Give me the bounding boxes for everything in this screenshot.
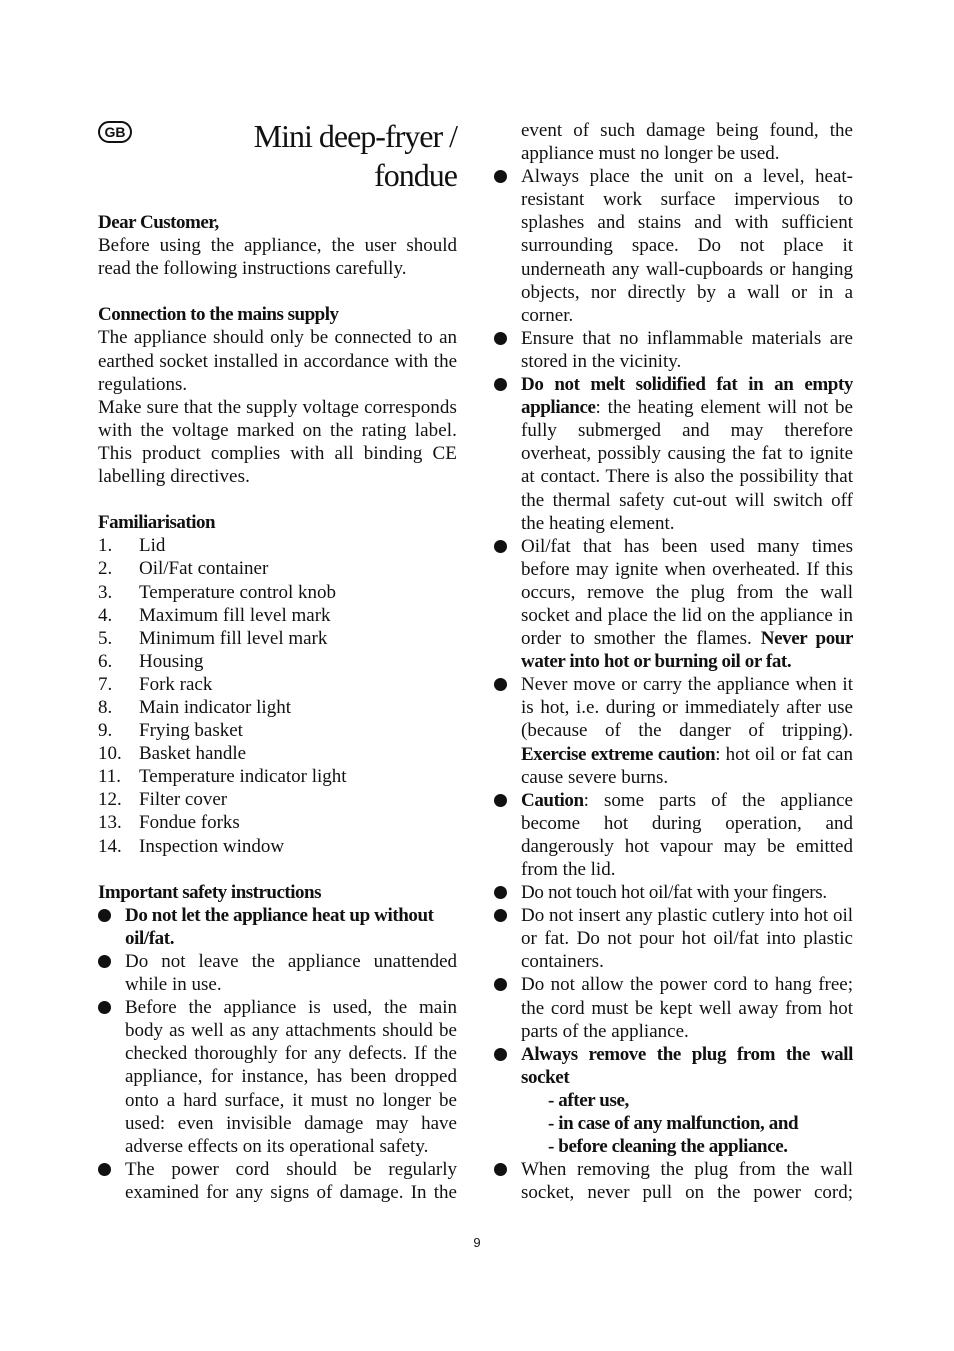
bullet-icon: [98, 1163, 111, 1176]
sub-list-item: - before cleaning the appliance.: [548, 1136, 788, 1158]
list-item: [98, 950, 457, 996]
title-line-2: fondue: [374, 157, 457, 193]
bullet-text: Do not leave the appliance unattended while in use.: [125, 951, 457, 996]
bullet-bold-text: Never pour water into hot or burning oil or fat.: [521, 628, 854, 673]
list-item: [494, 119, 853, 165]
bullet-rest-text: : hot oil or fat can cause severe burns.: [521, 743, 853, 788]
safety-heading: Important safety instructions: [98, 881, 321, 903]
bullet-bold-text: Caution: [521, 789, 584, 811]
parts-list-item: [98, 765, 457, 788]
unplug-conditions-list: [521, 1089, 853, 1158]
safety-list-left: [98, 904, 457, 1204]
item-label: Filter cover: [139, 789, 228, 811]
mains-paragraph-2: Make sure that the supply voltage corresponds with the voltage marked on the rating label. This product complies with all binding CE labelling directives.: [98, 396, 457, 488]
familiarisation-heading: Familiarisation: [98, 512, 216, 534]
item-number: 5.: [98, 627, 113, 649]
parts-list-item: [98, 581, 457, 604]
parts-list-item: [98, 742, 457, 765]
bullet-text: Always remove the plug from the wall socket: [521, 1043, 853, 1088]
safety-list-right: [494, 119, 853, 1204]
bullet-text: Ensure that no inflammable materials are stored in the vicinity.: [521, 327, 853, 372]
list-item: [98, 1158, 457, 1204]
bullet-text: When removing the plug from the wall socket, never pull on the power cord;: [521, 1159, 853, 1204]
list-item: [494, 673, 853, 788]
right-column: [494, 119, 853, 1204]
item-label: Lid: [139, 535, 166, 557]
list-item: [98, 904, 457, 950]
list-item: [494, 1158, 853, 1204]
item-label: Temperature indicator light: [139, 766, 347, 788]
item-label: Minimum fill level mark: [139, 627, 328, 649]
mains-paragraph-1: The appliance should only be connected to an earthed socket installed in accordance with the regulations.: [98, 327, 457, 395]
parts-list-item: [98, 811, 457, 834]
bullet-text: [521, 535, 853, 674]
item-number: 11.: [98, 766, 122, 788]
bullet-text: Do not allow the power cord to hang free; the cord must be kept well away from hot parts of the appliance.: [521, 974, 853, 1042]
bullet-icon: [98, 1001, 111, 1014]
bullet-icon: [494, 1163, 507, 1176]
bullet-rest-text: : some parts of the appliance become hot during operation, and dangerously hot vapour may be emitted from the lid.: [521, 789, 853, 880]
bullet-rest-text: : the heating element will not be fully submerged and may therefore overheat, possibly causing the fat to ignite at contact. There is also the possibility that the thermal safety cut-out will switch off the heating element.: [521, 397, 853, 534]
item-number: 8.: [98, 696, 113, 718]
bullet-text: [521, 789, 853, 881]
item-number: 14.: [98, 835, 122, 857]
parts-list-item: [98, 696, 457, 719]
list-item: [494, 535, 853, 674]
bullet-text: Do not let the appliance heat up without oil/fat.: [125, 904, 434, 949]
item-number: 1.: [98, 535, 113, 557]
list-item: [98, 996, 457, 1158]
list-item: [494, 973, 853, 1042]
item-label: Basket handle: [139, 743, 247, 765]
bullet-rest-text: Never move or carry the appliance when it is hot, i.e. during or immediately after use (because of the danger of tripping).: [521, 674, 853, 742]
bullet-icon: [494, 540, 507, 553]
parts-list: [98, 534, 457, 857]
bullet-bold-text: Exercise extreme caution: [521, 743, 716, 765]
parts-list-item: [98, 534, 457, 557]
item-label: Maximum fill level mark: [139, 604, 331, 626]
item-number: 3.: [98, 581, 113, 603]
list-item: [494, 373, 853, 535]
intro-heading: Dear Customer,: [98, 212, 219, 233]
bullet-rest-text: Oil/fat that has been used many times before may ignite when overheated. If this occurs, remove the plug from the wall socket and place the lid on the appliance in order to smother the flames.: [521, 535, 853, 650]
parts-list-item: [98, 673, 457, 696]
parts-list-item: [98, 604, 457, 627]
parts-list-item: [98, 835, 457, 858]
parts-list-item: [98, 557, 457, 580]
parts-list-item: [98, 788, 457, 811]
mains-heading: Connection to the mains supply: [98, 304, 339, 326]
list-item: [494, 165, 853, 327]
intro-text: Before using the appliance, the user should read the following instructions carefully.: [98, 235, 457, 280]
page-title: [200, 117, 457, 195]
item-label: Fork rack: [139, 673, 213, 695]
title-line-1: Mini deep-fryer /: [253, 118, 457, 154]
bullet-text: The power cord should be regularly examined for any signs of damage. In the: [125, 1158, 457, 1203]
bullet-icon: [494, 909, 507, 922]
item-number: 6.: [98, 650, 113, 672]
item-label: Housing: [139, 650, 204, 672]
bullet-text: Before the appliance is used, the main body as well as any attachments should be checked thoroughly for any defects. If the appliance, for instance, has been dropped onto a hard surface, it must no longer be used: even invisible damage may have adverse effects on its operational safety.: [125, 997, 457, 1157]
parts-list-item: [98, 650, 457, 673]
bullet-text: [521, 373, 853, 535]
language-badge: GB: [98, 121, 132, 143]
bullet-icon: [98, 909, 111, 922]
item-number: 12.: [98, 789, 122, 811]
sub-list-item: - after use,: [548, 1089, 629, 1111]
item-label: Oil/Fat container: [139, 558, 269, 580]
parts-list-item: [98, 627, 457, 650]
bullet-icon: [494, 378, 507, 391]
bullet-icon: [494, 332, 507, 345]
item-number: 7.: [98, 673, 113, 695]
item-number: 9.: [98, 720, 113, 742]
list-item: [494, 789, 853, 881]
item-label: Main indicator light: [139, 696, 291, 718]
left-column: [98, 211, 457, 1204]
bullet-bold-text: Do not melt solidified fat in an empty appliance: [521, 374, 853, 419]
item-number: 4.: [98, 604, 113, 626]
bullet-text-continued: event of such damage being found, the appliance must no longer be used.: [521, 120, 853, 165]
item-number: 10.: [98, 743, 122, 765]
parts-list-item: [98, 719, 457, 742]
sub-list-item: - in case of any malfunction, and: [548, 1113, 799, 1135]
bullet-icon: [494, 886, 507, 899]
list-item: [494, 881, 853, 904]
page-number: 9: [473, 1235, 481, 1250]
item-number: 13.: [98, 812, 122, 834]
bullet-icon: [98, 955, 111, 968]
item-label: Fondue forks: [139, 812, 240, 834]
bullet-text: Do not insert any plastic cutlery into hot oil or fat. Do not pour hot oil/fat into plastic containers.: [521, 905, 853, 973]
bullet-icon: [494, 678, 507, 691]
bullet-icon: [494, 978, 507, 991]
item-label: Frying basket: [139, 720, 243, 742]
bullet-icon: [494, 170, 507, 183]
item-number: 2.: [98, 558, 113, 580]
list-item: [494, 327, 853, 373]
bullet-icon: [494, 794, 507, 807]
list-item: [494, 1043, 853, 1158]
bullet-text: Do not touch hot oil/fat with your fingers.: [521, 882, 827, 904]
bullet-icon: [494, 1048, 507, 1061]
item-label: Temperature control knob: [139, 581, 337, 603]
bullet-text: Always place the unit on a level, heat-resistant work surface impervious to splashes and stains and with sufficient surrounding space. Do not place it underneath any wall-cupboards or hanging objects, nor directly by a wall or in a corner.: [521, 166, 853, 326]
item-label: Inspection window: [139, 835, 285, 857]
list-item: [494, 904, 853, 973]
bullet-text: [521, 673, 853, 788]
